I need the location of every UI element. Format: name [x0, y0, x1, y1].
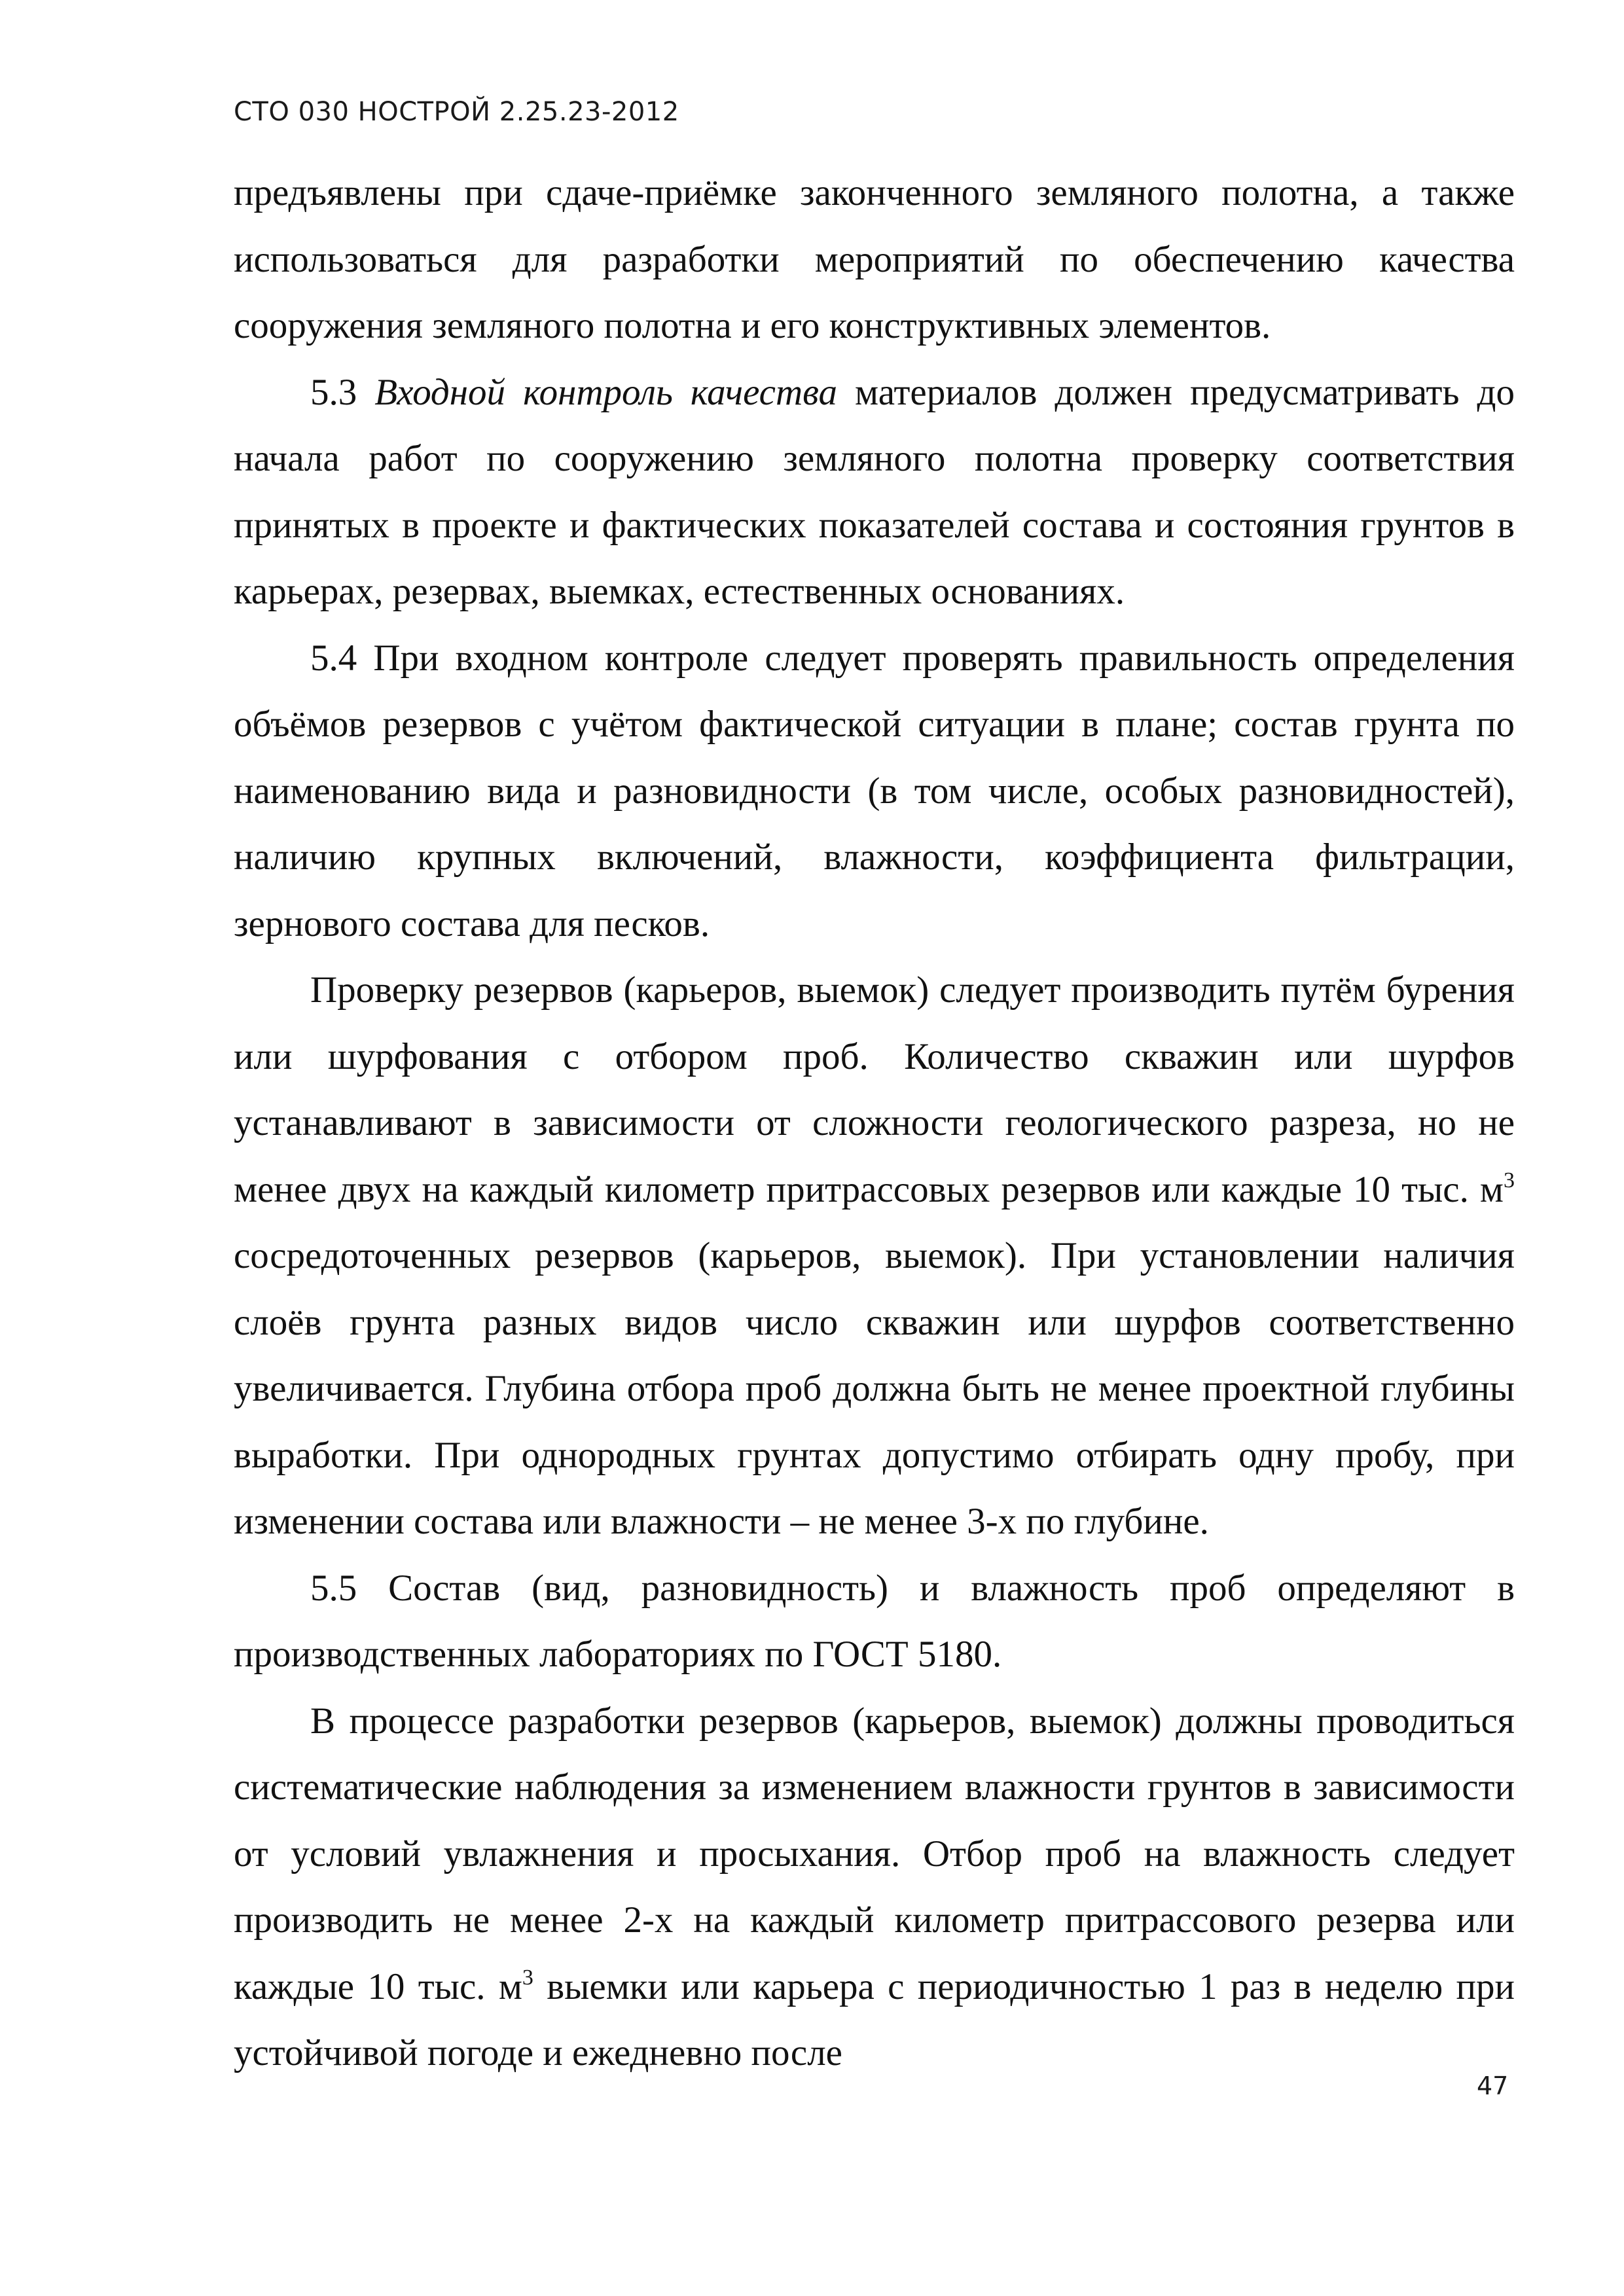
paragraph-moisture-observation	[234, 1688, 1515, 2087]
paragraph-5-4: 5.4 При входном контроле следует проверять правильность определения объёмов резервов с учётом фактической ситуации в плане; состав грунта по наименованию вида и разновидности (в том числе, особых разновидностей), наличию крупных включений, влажности, коэффициента фильтрации, зернового состава для песков.	[234, 637, 1515, 944]
page-number: 47	[1477, 2072, 1509, 2100]
paragraph-5-3-term: Входной контроль качества	[374, 371, 837, 413]
paragraph-5-3-number: 5.3	[310, 371, 375, 413]
paragraph-continuation: предъявлены при сдаче-приёмке законченного земляного полотна, а также использоваться для разработки мероприятий по обеспечению качества сооружения земляного полотна и его конструктивных элементов.	[234, 172, 1515, 346]
paragraph-moisture-observation-text-b: выемки или карьера с периодичностью 1 раз в неделю при устойчивой погоде и ежедневно после	[234, 1965, 1515, 2073]
paragraph-reserve-check-text-b: сосредоточенных резервов (карьеров, выемок). При установлении наличия слоёв грунта разных видов число скважин или шурфов соответственно увеличивается. Глубина отбора проб должна быть не менее проектной глубины выработки. При однородных грунтах допустимо отбирать одну пробу, при изменении состава или влажности – не менее 3-х по глубине.	[234, 1235, 1515, 1542]
paragraph-reserve-check-text-a: Проверку резервов (карьеров, выемок) следует производить путём бурения или шурфования с отбором проб. Количество скважин или шурфов устанавливают в зависимости от сложности геологического разреза, но не менее двух на каждый километр притрассовых резервов или каждые 10 тыс. м	[234, 969, 1515, 1210]
paragraph-reserve-check	[234, 957, 1515, 1555]
cubic-superscript: 3	[1504, 1168, 1515, 1193]
paragraph-5-3	[234, 359, 1515, 625]
paragraph-5-3-text: материалов должен предусматривать до начала работ по сооружению земляного полотна проверку соответствия принятых в проекте и фактических показателей состава и состояния грунтов в карьерах, резервах, выемках, естественных основаниях.	[234, 371, 1515, 612]
document-header: СТО 030 НОСТРОЙ 2.25.23-2012	[234, 97, 679, 127]
cubic-superscript: 3	[522, 1965, 533, 1990]
paragraph-moisture-observation-text-a: В процессе разработки резервов (карьеров, выемок) должны проводиться систематические наблюдения за изменением влажности грунтов в зависимости от условий увлажнения и просыхания. Отбор проб на влажность следует производить не менее 2-х на каждый километр притрассового резерва или каждые 10 тыс. м	[234, 1700, 1515, 2007]
document-body	[234, 160, 1515, 2087]
paragraph-5-5: 5.5 Состав (вид, разновидность) и влажность проб определяют в производственных лабораториях по ГОСТ 5180.	[234, 1567, 1515, 1675]
